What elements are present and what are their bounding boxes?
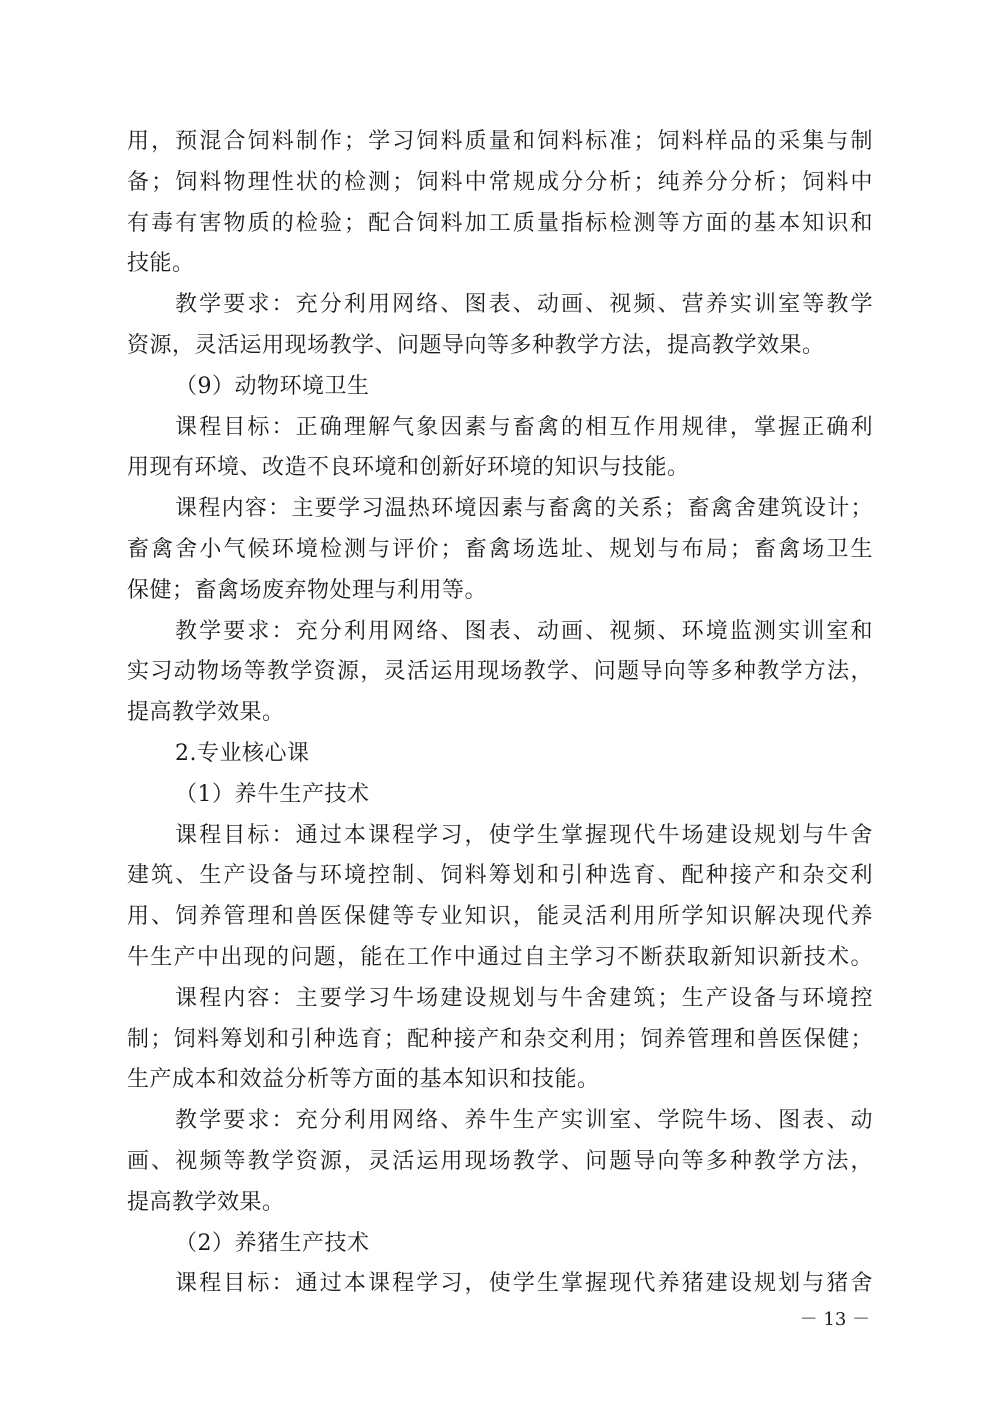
text-line: 用现有环境、改造不良环境和创新好环境的知识与技能。 xyxy=(127,455,690,481)
text-line: 课程内容：主要学习温热环境因素与畜禽的关系；畜禽舍建筑设计； xyxy=(175,496,873,522)
text-line: 有毒有害物质的检验；配合饲料加工质量指标检测等方面的基本知识和 xyxy=(127,210,873,236)
body-text xyxy=(127,122,873,1305)
page-number: － 13 － xyxy=(799,1309,870,1330)
text-line: 备；饲料物理性状的检测；饲料中常规成分分析；纯养分分析；饲料中 xyxy=(127,169,873,195)
text-line: （1）养牛生产技术 xyxy=(175,781,370,807)
text-line: 课程内容：主要学习牛场建设规划与牛舍建筑；生产设备与环境控 xyxy=(175,985,873,1011)
text-line: 2.专业核心课 xyxy=(175,740,310,766)
text-line: 实习动物场等教学资源，灵活运用现场教学、问题导向等多种教学方法， xyxy=(127,659,873,685)
text-line: 保健；畜禽场废弃物处理与利用等。 xyxy=(127,577,488,603)
text-line: 畜禽舍小气候环境检测与评价；畜禽场选址、规划与布局；畜禽场卫生 xyxy=(127,536,873,562)
text-line: 用、饲养管理和兽医保健等专业知识，能灵活利用所学知识解决现代养 xyxy=(127,904,873,930)
text-line: （2）养猪生产技术 xyxy=(175,1230,370,1256)
text-line: 课程目标：通过本课程学习，使学生掌握现代牛场建设规划与牛舍 xyxy=(175,822,873,848)
text-line: 画、视频等教学资源，灵活运用现场教学、问题导向等多种教学方法， xyxy=(127,1148,873,1174)
text-line: 生产成本和效益分析等方面的基本知识和技能。 xyxy=(127,1067,600,1093)
text-line: 资源，灵活运用现场教学、问题导向等多种教学方法，提高教学效果。 xyxy=(127,332,825,358)
text-line: 教学要求：充分利用网络、养牛生产实训室、学院牛场、图表、动 xyxy=(175,1108,873,1134)
text-line: 课程目标：正确理解气象因素与畜禽的相互作用规律，掌握正确利 xyxy=(175,414,873,440)
text-line: 制；饲料筹划和引种选育；配种接产和杂交利用；饲养管理和兽医保健； xyxy=(127,1026,873,1052)
text-line: 提高教学效果。 xyxy=(127,1189,285,1215)
text-line: 教学要求：充分利用网络、图表、动画、视频、营养实训室等教学 xyxy=(175,292,873,318)
text-line: 建筑、生产设备与环境控制、饲料筹划和引种选育、配种接产和杂交利 xyxy=(127,863,873,889)
text-line: 牛生产中出现的问题，能在工作中通过自主学习不断获取新知识新技术。 xyxy=(127,944,873,970)
text-line: （9）动物环境卫生 xyxy=(175,373,370,399)
text-line: 用，预混合饲料制作；学习饲料质量和饲料标准；饲料样品的采集与制 xyxy=(127,129,873,154)
text-line: 技能。 xyxy=(127,251,195,277)
text-line: 课程目标：通过本课程学习，使学生掌握现代养猪建设规划与猪舍 xyxy=(175,1271,873,1297)
text-line: 提高教学效果。 xyxy=(127,700,285,726)
text-line: 教学要求：充分利用网络、图表、动画、视频、环境监测实训室和 xyxy=(175,618,873,644)
